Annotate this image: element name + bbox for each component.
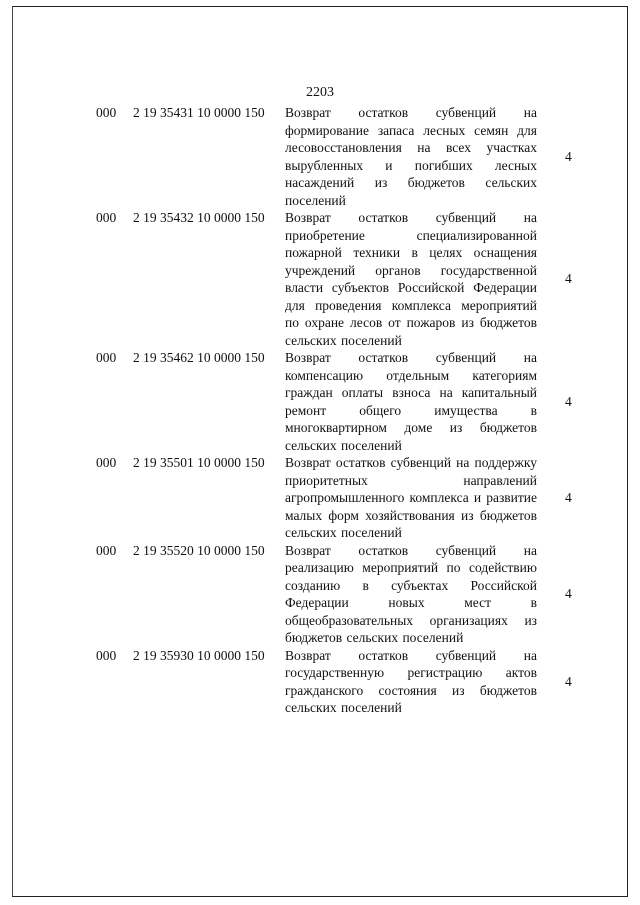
admin-code: 000 — [96, 542, 117, 558]
table-row — [13, 209, 627, 349]
table-row — [13, 542, 627, 647]
income-description: Возврат остатков субвенций на приобретение специализированной пожарной техники в целях оснащения учреждений органов государственной власти субъектов Российской Федерации для проведения комплекса мероприятий по охране лесов от пожаров из бюджетов сельских поселений — [285, 210, 537, 348]
document-page — [12, 6, 628, 897]
row-value: 4 — [565, 148, 572, 164]
income-description: Возврат остатков субвенций на формирование запаса лесных семян для лесовосстановления на всех участках вырубленных и погибших лесных насаждений из бюджетов сельских поселений — [285, 105, 537, 208]
row-value: 4 — [565, 673, 572, 689]
income-description: Возврат остатков субвенций на компенсацию отдельным категориям граждан оплаты взноса на капитальный ремонт общего имущества в многоквартирном доме из бюджетов сельских поселений — [285, 350, 537, 453]
income-description: Возврат остатков субвенций на поддержку приоритетных направлений агропромышленного комплекса и развитие малых форм хозяйствования из бюджетов сельских поселений — [285, 455, 537, 540]
admin-code: 000 — [96, 455, 117, 470]
budget-code-table — [13, 104, 627, 717]
budget-classification-code: 2 19 35930 10 0000 150 — [133, 647, 265, 663]
row-value: 4 — [565, 271, 572, 286]
row-value: 4 — [565, 586, 572, 601]
table-row — [13, 454, 627, 542]
budget-classification-code: 2 19 35431 10 0000 150 — [133, 105, 265, 120]
page-number: 2203 — [306, 85, 334, 100]
budget-classification-code: 2 19 35462 10 0000 150 — [133, 350, 265, 365]
income-description: Возврат остатков субвенций на реализацию мероприятий по содействию созданию в субъектах Российской Федерации новых мест в общеобразовательных организациях из бюджетов сельских поселений — [285, 542, 537, 645]
table-row — [13, 104, 627, 209]
row-value: 4 — [565, 393, 572, 409]
admin-code: 000 — [96, 647, 117, 663]
income-description: Возврат остатков субвенций на государственную регистрацию актов гражданского состояния из бюджетов сельских поселений — [285, 647, 537, 715]
budget-classification-code: 2 19 35432 10 0000 150 — [133, 210, 265, 225]
table-row — [13, 349, 627, 454]
table-row — [13, 647, 627, 717]
admin-code: 000 — [96, 350, 117, 365]
row-value: 4 — [565, 489, 572, 505]
budget-classification-code: 2 19 35520 10 0000 150 — [133, 542, 265, 558]
admin-code: 000 — [96, 210, 117, 225]
admin-code: 000 — [96, 105, 117, 120]
budget-classification-code: 2 19 35501 10 0000 150 — [133, 455, 265, 470]
